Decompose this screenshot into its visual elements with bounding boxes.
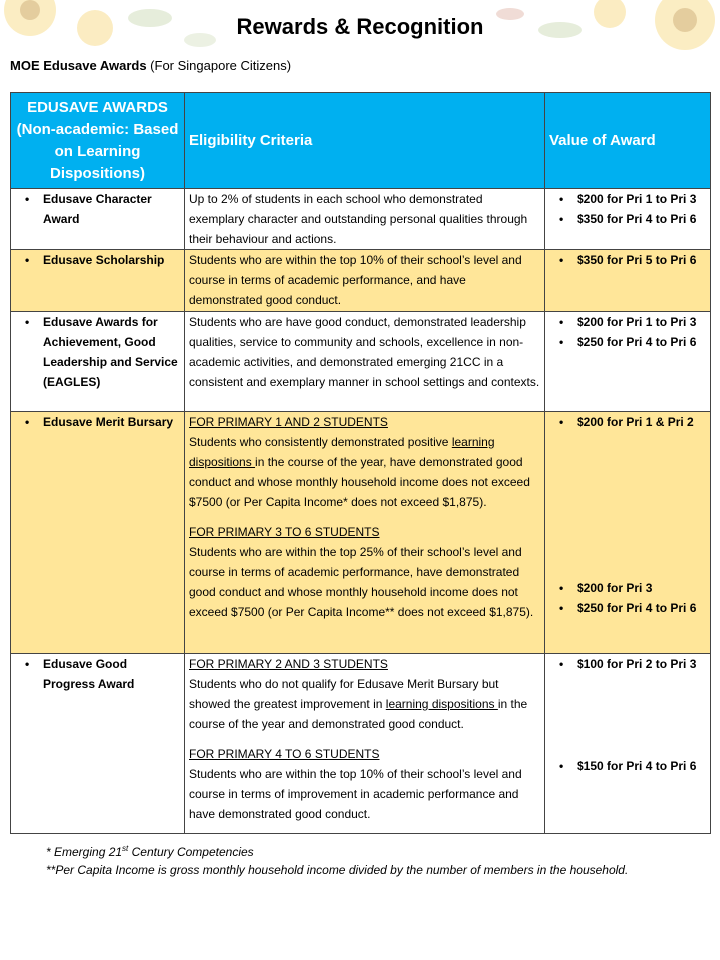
award-value: • $100 for Pri 2 to Pri 3 [549, 654, 706, 674]
bullet-icon: • [559, 415, 564, 429]
criteria-cell [185, 250, 545, 312]
award-name: • Edusave Merit Bursary [15, 412, 180, 432]
bullet-icon: • [559, 212, 564, 226]
header-criteria: Eligibility Criteria [185, 93, 545, 189]
value-cell [545, 250, 711, 312]
bullet-icon: • [559, 581, 564, 595]
award-value: • $150 for Pri 4 to Pri 6 [549, 756, 706, 776]
award-cell [11, 250, 185, 312]
award-name: • Edusave Scholarship [15, 250, 180, 270]
award-value: • $350 for Pri 4 to Pri 6 [549, 209, 706, 229]
table-row [11, 189, 711, 250]
footnote-1: * Emerging 21st Century Competencies [46, 844, 254, 859]
criteria-text: Students who are within the top 25% of their school’s level and course in terms of academic performance, have demonstrated good conduct and whose monthly household income does not exceed $7500 (or Per Capita Income** does not exceed $1,875). [189, 545, 534, 619]
criteria-cell [185, 412, 545, 654]
criteria-text: Students who are within the top 10% of their school’s level and course in terms of improvement in academic performance and have demonstrated good conduct. [189, 767, 522, 821]
bullet-icon: • [559, 315, 564, 329]
criteria-text: Students who consistently demonstrated positive learning dispositions in the course of the year, have demonstrated good conduct and whose monthly household income does not exceed $7500 (or Per Capita Income* does not exceed $1,875). [189, 435, 530, 509]
header-awards [11, 93, 185, 189]
award-value: • $200 for Pri 1 to Pri 3 [549, 189, 706, 209]
bullet-icon: • [25, 415, 30, 429]
edusave-awards-table [10, 92, 711, 834]
header-value: Value of Award [545, 93, 711, 189]
award-name: • Edusave Awards for Achievement, Good Leadership and Service (EAGLES) [15, 312, 180, 392]
award-cell [11, 312, 185, 412]
award-value: • $250 for Pri 4 to Pri 6 [549, 332, 706, 352]
award-name: • Edusave Good Progress Award [15, 654, 180, 694]
award-value: • $250 for Pri 4 to Pri 6 [549, 598, 706, 618]
criteria-heading: FOR PRIMARY 2 AND 3 STUDENTS [189, 657, 388, 671]
value-cell [545, 312, 711, 412]
learning-dispositions-link: learning dispositions [189, 435, 495, 469]
table-row [11, 654, 711, 834]
bullet-icon: • [25, 253, 30, 267]
criteria-cell [185, 312, 545, 412]
subtitle-bold: MOE Edusave Awards [10, 58, 147, 73]
award-value: • $200 for Pri 3 [549, 578, 706, 598]
table-row [11, 312, 711, 412]
criteria-heading: FOR PRIMARY 4 TO 6 STUDENTS [189, 747, 380, 761]
criteria-text: Up to 2% of students in each school who demonstrated exemplary character and outstanding personal qualities through their behaviour and actions. [189, 192, 528, 246]
table-row [11, 412, 711, 654]
bullet-icon: • [559, 192, 564, 206]
subtitle-rest: (For Singapore Citizens) [146, 58, 292, 73]
award-value: • $200 for Pri 1 to Pri 3 [549, 312, 706, 332]
value-cell [545, 189, 711, 250]
award-cell [11, 412, 185, 654]
criteria-text: Students who are within the top 10% of their school’s level and course in terms of academic performance, and have demonstrated good conduct. [189, 253, 522, 307]
table-row [11, 250, 711, 312]
bullet-icon: • [25, 657, 30, 671]
bullet-icon: • [25, 315, 30, 329]
award-value: • $350 for Pri 5 to Pri 6 [549, 250, 706, 270]
value-cell [545, 654, 711, 834]
bullet-icon: • [559, 657, 564, 671]
footnote-2: **Per Capita Income is gross monthly household income divided by the number of members in the household. [46, 863, 629, 877]
footnotes [46, 840, 628, 879]
award-cell [11, 189, 185, 250]
criteria-heading: FOR PRIMARY 3 TO 6 STUDENTS [189, 525, 380, 539]
criteria-text: Students who are have good conduct, demonstrated leadership qualities, service to community and schools, excellence in non-academic activities, and demonstrated emerging 21CC in a consistent and exemplary manner in school settings and contexts. [189, 315, 540, 389]
bullet-icon: • [559, 335, 564, 349]
table-header-row [11, 93, 711, 189]
criteria-cell [185, 654, 545, 834]
criteria-cell [185, 189, 545, 250]
page-title: Rewards & Recognition [236, 14, 484, 39]
award-name: • Edusave Character Award [15, 189, 180, 229]
criteria-text: Students who do not qualify for Edusave Merit Bursary but showed the greatest improvement in learning dispositions in the course of the year and demonstrated good conduct. [189, 677, 528, 731]
award-value: • $200 for Pri 1 & Pri 2 [549, 412, 706, 432]
bullet-icon: • [25, 192, 30, 206]
header-awards-line2: (Non-academic: Based on Learning Dispositions) [16, 120, 179, 182]
bullet-icon: • [559, 601, 564, 615]
criteria-heading: FOR PRIMARY 1 AND 2 STUDENTS [189, 415, 388, 429]
bullet-icon: • [559, 759, 564, 773]
page-subtitle [10, 58, 291, 73]
bullet-icon: • [559, 253, 564, 267]
award-cell [11, 654, 185, 834]
value-cell [545, 412, 711, 654]
header-awards-line1: EDUSAVE AWARDS [27, 98, 168, 116]
learning-dispositions-link: learning dispositions [385, 697, 498, 711]
